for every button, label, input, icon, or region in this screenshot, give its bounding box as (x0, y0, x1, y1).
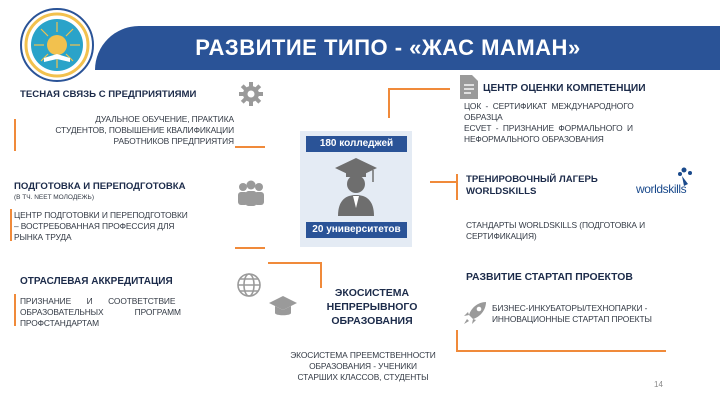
gear-icon (237, 80, 265, 113)
connector-bottom (320, 262, 322, 288)
bottom-line3: СТАРШИХ КЛАССОВ, СТУДЕНТЫ (297, 372, 429, 382)
left-block2-line1: ЦЕНТР ПОДГОТОВКИ И ПЕРЕПОДГОТОВКИ (14, 210, 188, 220)
right-block3-text (492, 303, 702, 325)
worldskills-logo-text: worldskills (636, 182, 687, 196)
left-block1-title: ТЕСНАЯ СВЯЗЬ С ПРЕДПРИЯТИЯМИ (20, 89, 197, 100)
connector-right (430, 181, 456, 183)
emblem-logo (20, 8, 94, 82)
left-block3-line3: ПРОФСТАНДАРТАМ (20, 318, 100, 328)
left-block2-text (14, 210, 232, 243)
left-block2-subtitle: (В ТЧ. NEET МОЛОДЕЖЬ) (14, 194, 94, 201)
globe-icon (236, 272, 262, 303)
right-block1-title: ЦЕНТР ОЦЕНКИ КОМПЕТЕНЦИИ (483, 83, 646, 94)
right-block3-accent (456, 330, 458, 350)
bottom-text (270, 350, 456, 383)
left-block1-line3: РАБОТНИКОВ ПРЕДПРИЯТИЯ (113, 136, 234, 146)
right-block1-line1: ЦОК - СЕРТИФИКАТ МЕЖДУНАРОДНОГО (464, 101, 634, 111)
bottom-title-line3: ОБРАЗОВАНИЯ (331, 315, 413, 327)
connector-bottom-h (268, 262, 320, 264)
rocket-icon (462, 300, 488, 331)
left-block3-text (20, 296, 226, 329)
left-block3-title: ОТРАСЛЕВАЯ АККРЕДИТАЦИЯ (20, 276, 173, 287)
right-block2-text (466, 220, 696, 242)
left-block1-line2: СТУДЕНТОВ, ПОВЫШЕНИЕ КВАЛИФИКАЦИИ (55, 125, 234, 135)
left-block1-accent (14, 119, 16, 151)
right-block3-title: РАЗВИТИЕ СТАРТАП ПРОЕКТОВ (466, 272, 633, 283)
right-block3-underline (456, 350, 666, 352)
right-block2-title-line2: WORLDSKILLS (466, 186, 537, 197)
right-block2-title-line1: ТРЕНИРОВОЧНЫЙ ЛАГЕРЬ (466, 174, 598, 185)
connector-left1 (235, 146, 265, 148)
worldskills-logo (636, 164, 700, 204)
right-block1-text (464, 101, 696, 145)
right-block2-line2: СЕРТИФИКАЦИЯ) (466, 231, 537, 241)
bottom-line2: ОБРАЗОВАНИЯ - УЧЕНИКИ (309, 361, 417, 371)
bottom-title (312, 286, 432, 328)
page-title: РАЗВИТИЕ ТИПО - «ЖАС МАМАН» (195, 35, 581, 60)
left-block2-line2: – ВОСТРЕБОВАННАЯ ПРОФЕССИЯ ДЛЯ (14, 221, 175, 231)
left-block1-text (20, 114, 234, 147)
right-block1-line3: ECVET - ПРИЗНАНИЕ ФОРМАЛЬНОГО И (464, 123, 633, 133)
left-block3-line2: ОБРАЗОВАТЕЛЬНЫХ ПРОГРАММ (20, 307, 181, 317)
left-block3-accent (14, 294, 16, 326)
left-block1-line1: ДУАЛЬНОЕ ОБУЧЕНИЕ, ПРАКТИКА (95, 114, 234, 124)
right-block2-title (466, 174, 598, 198)
connector-top-h (388, 88, 450, 90)
page-number: 14 (654, 380, 663, 389)
bottom-title-line2: НЕПРЕРЫВНОГО (326, 301, 418, 313)
right-block2-accent (456, 174, 458, 200)
left-block3-line1: ПРИЗНАНИЕ И СООТВЕТСТВИЕ (20, 296, 176, 306)
left-block2-line3: РЫНКА ТРУДА (14, 232, 72, 242)
left-block2-accent (10, 209, 12, 241)
right-block3-line1: БИЗНЕС-ИНКУБАТОРЫ/ТЕХНОПАРКИ - (492, 303, 648, 313)
graduation-cap-icon (268, 294, 298, 323)
right-block1-line4: НЕФОРМАЛЬНОГО ОБРАЗОВАНИЯ (464, 134, 604, 144)
bottom-title-line1: ЭКОСИСТЕМА (334, 287, 410, 299)
colleges-badge: 180 колледжей (306, 136, 407, 152)
connector-left2 (235, 247, 265, 249)
right-block3-line2: ИННОВАЦИОННЫЕ СТАРТАП ПРОЕКТЫ (492, 314, 652, 324)
left-block2-title: ПОДГОТОВКА И ПЕРЕПОДГОТОВКА (14, 181, 186, 192)
connector-top (388, 88, 390, 118)
people-icon (234, 180, 268, 211)
universities-badge: 20 университетов (306, 222, 407, 238)
graduate-icon (333, 156, 379, 223)
bottom-line1: ЭКОСИСТЕМА ПРЕЕМСТВЕННОСТИ (290, 350, 436, 360)
right-block1-line2: ОБРАЗЦА (464, 112, 503, 122)
right-block2-line1: СТАНДАРТЫ WORLDSKILLS (ПОДГОТОВКА И (466, 220, 646, 230)
